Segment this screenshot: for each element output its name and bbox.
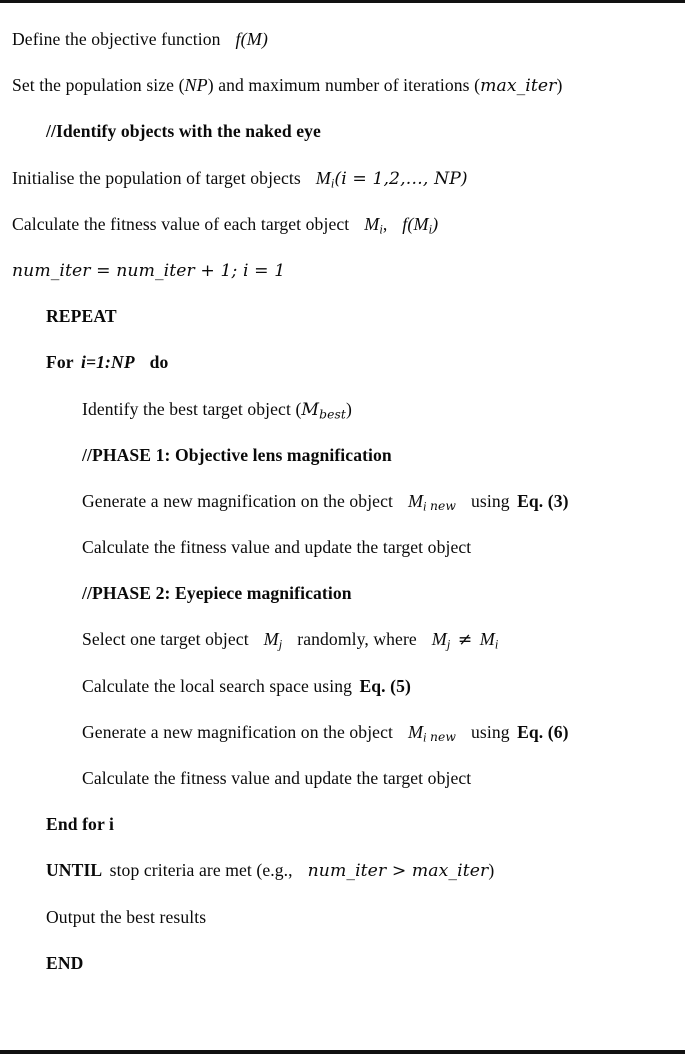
line-text: REPEAT [46, 306, 117, 327]
keyword-until: UNTIL [46, 860, 103, 881]
line-text-a: Set the population size ( [12, 75, 185, 96]
line-text: Output the best results [46, 906, 207, 927]
math-max-iter: max_iter [480, 76, 557, 97]
line-text: Generate a new magnification on the object [82, 490, 393, 511]
pseudocode-line-until-stop [0, 847, 685, 893]
math-mj2-subscript: j [446, 637, 451, 652]
math-m-base: M [364, 213, 380, 234]
math-mj-base: M [263, 629, 279, 650]
math-mi-subscript: i [494, 637, 499, 652]
math-best-subscript: best [319, 406, 346, 421]
pseudocode-line-list [0, 3, 685, 986]
line-text: //PHASE 1: Objective lens magnification [82, 444, 392, 465]
pseudocode-line-calculate-update-1 [0, 524, 685, 570]
pseudocode-line-identify-best [0, 386, 685, 432]
pseudocode-line-calculate-local-search-eq5 [0, 663, 685, 709]
pseudocode-line-generate-magnification-eq6 [0, 709, 685, 755]
math-m-subscript: i [330, 176, 335, 190]
line-text: stop criteria are met (e.g., [109, 860, 293, 881]
math-num-iter-assignment: num_iter = num_iter + 1; i = 1 [12, 260, 286, 281]
equation-reference: Eq. (3) [517, 490, 569, 511]
line-text-a: Select one target object [82, 629, 249, 650]
math-m-base: M [301, 399, 320, 420]
line-text: Generate a new magnification on the object [82, 721, 393, 742]
math-fitness-subscript: i [428, 222, 433, 237]
line-text-b: randomly, where [297, 629, 417, 650]
pseudocode-line-calculate-fitness-each [0, 201, 685, 247]
keyword-for: For [46, 352, 74, 373]
math-new-subscript: new [430, 730, 457, 745]
pseudocode-comment-naked-eye [0, 108, 685, 154]
pseudocode-line-set-population [0, 62, 685, 108]
pseudocode-comment-phase-1 [0, 432, 685, 478]
line-text: //Identify objects with the naked eye [46, 121, 321, 142]
math-np: NP [184, 75, 208, 96]
line-text: END [46, 952, 84, 973]
math-m-base: M [407, 490, 424, 511]
math-m-base: M [407, 721, 424, 742]
line-text: Calculate the local search space using [82, 675, 353, 696]
pseudocode-line-generate-magnification-eq3 [0, 478, 685, 524]
pseudocode-for-loop-header [0, 339, 685, 385]
line-text: Calculate the fitness value and update the target object [82, 537, 472, 558]
pseudocode-line-select-random-object [0, 616, 685, 662]
keyword-do: do [149, 352, 169, 373]
math-fitness-close: ) [432, 213, 439, 234]
math-new-subscript: new [430, 499, 457, 514]
pseudocode-line-output-best [0, 894, 685, 940]
math-fitness-fn: f(M [402, 213, 429, 234]
math-m-subscript: i [379, 222, 383, 237]
line-text-using: using [471, 721, 510, 742]
math-mj-subscript: j [278, 637, 283, 652]
line-text-using: using [471, 490, 510, 511]
line-text: Calculate the fitness value and update the target object [82, 768, 472, 788]
line-text-c: ) [556, 75, 563, 96]
math-m-subscript: i [423, 499, 427, 514]
pseudocode-comment-phase-2 [0, 570, 685, 616]
line-text: Define the objective function [12, 29, 221, 49]
math-comma: , [382, 213, 388, 234]
pseudocode-line-calculate-update-2 [0, 755, 685, 801]
pseudocode-keyword-repeat [0, 293, 685, 339]
pseudocode-keyword-end [0, 940, 685, 986]
line-text: //PHASE 2: Eyepiece magnification [82, 583, 352, 604]
pseudocode-line-num-iter-assignment [0, 247, 685, 293]
line-text-b: ) and maximum number of iterations ( [207, 75, 481, 96]
line-text: Initialise the population of target objects [12, 167, 301, 188]
math-objective-function: f(M) [235, 29, 268, 49]
math-m-base: M [315, 167, 331, 188]
line-text: Calculate the fitness value of each target object [12, 213, 350, 234]
line-text-b: ) [345, 398, 352, 419]
math-not-equal-symbol: ≠ [457, 630, 473, 651]
math-stop-condition: num_iter > max_iter [307, 861, 489, 882]
line-text-a: Identify the best target object ( [82, 398, 302, 419]
equation-reference: Eq. (6) [517, 721, 569, 742]
pseudocode-line-initialise-population [0, 155, 685, 201]
math-mj2-base: M [431, 629, 447, 650]
line-text: End for i [46, 814, 115, 835]
pseudocode-line-define-objective [0, 16, 685, 62]
math-index-range: (i = 1,2,…, NP) [334, 168, 468, 189]
for-loop-range: i=1:NP [81, 352, 135, 373]
math-mi-base: M [479, 629, 495, 650]
math-m-subscript: i [423, 730, 427, 745]
line-text-close: ) [488, 860, 495, 881]
pseudocode-keyword-end-for [0, 801, 685, 847]
equation-reference: Eq. (5) [359, 675, 411, 696]
